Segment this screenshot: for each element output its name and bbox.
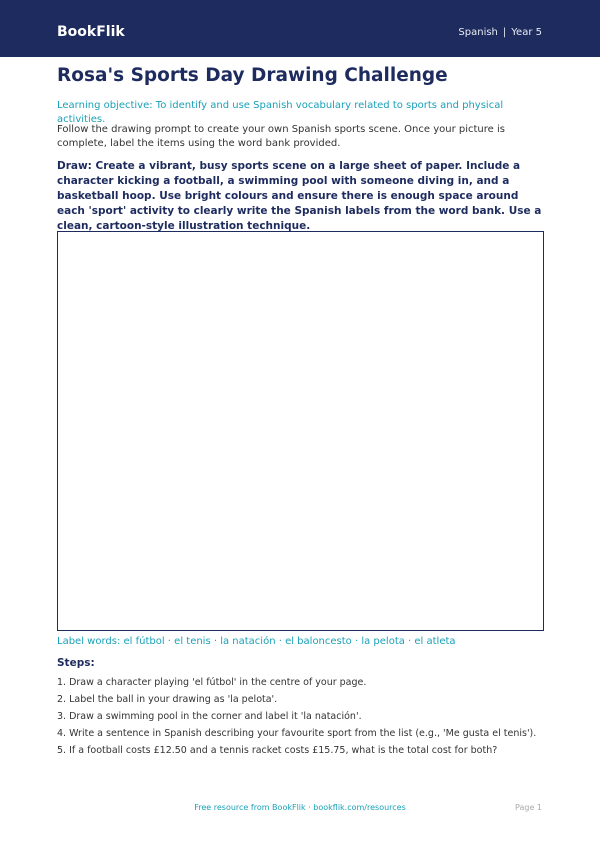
page-title: Rosa's Sports Day Drawing Challenge — [57, 65, 448, 86]
header-meta — [458, 26, 542, 40]
steps-list — [57, 674, 557, 759]
page-header — [0, 0, 600, 57]
drawing-area[interactable] — [57, 231, 544, 631]
learning-objective: Learning objective: To identify and use Spanish vocabulary related to sports and physical activities. — [57, 100, 504, 125]
label-words: Label words: el fútbol · el tenis · la natación · el baloncesto · la pelota · el atleta — [57, 636, 456, 647]
page-number: Page 1 — [515, 803, 542, 812]
subject-label: Spanish — [458, 27, 498, 38]
header-separator: | — [502, 27, 507, 38]
step-item: 1. Draw a character playing 'el fútbol' in the centre of your page. — [57, 677, 367, 688]
step-item: 3. Draw a swimming pool in the corner and label it 'la natación'. — [57, 711, 362, 722]
instructions-text: Follow the drawing prompt to create your own Spanish sports scene. Once your picture is complete, label the items using the word bank provided. — [57, 124, 505, 149]
footer-resource-link[interactable]: Free resource from BookFlik · bookflik.com/resources — [194, 803, 406, 812]
steps-heading: Steps: — [57, 657, 95, 669]
step-item: 2. Label the ball in your drawing as 'la pelota'. — [57, 694, 278, 705]
step-item: 5. If a football costs £12.50 and a tennis racket costs £15.75, what is the total cost for both? — [57, 745, 498, 756]
year-label: Year 5 — [511, 27, 542, 38]
brand-logo: BookFlik — [57, 24, 125, 40]
step-item: 4. Write a sentence in Spanish describing your favourite sport from the list (e.g., 'Me gusta el tenis'). — [57, 728, 537, 739]
drawing-prompt: Draw: Create a vibrant, busy sports scene on a large sheet of paper. Include a character kicking a football, a swimming pool with someone diving in, and a basketball hoop. Use bright colours and ensure there is enough space around each 'sport' activity to clearly write the Spanish labels from the word bank. Use a clean, cartoon-style illustration technique. — [57, 160, 542, 232]
